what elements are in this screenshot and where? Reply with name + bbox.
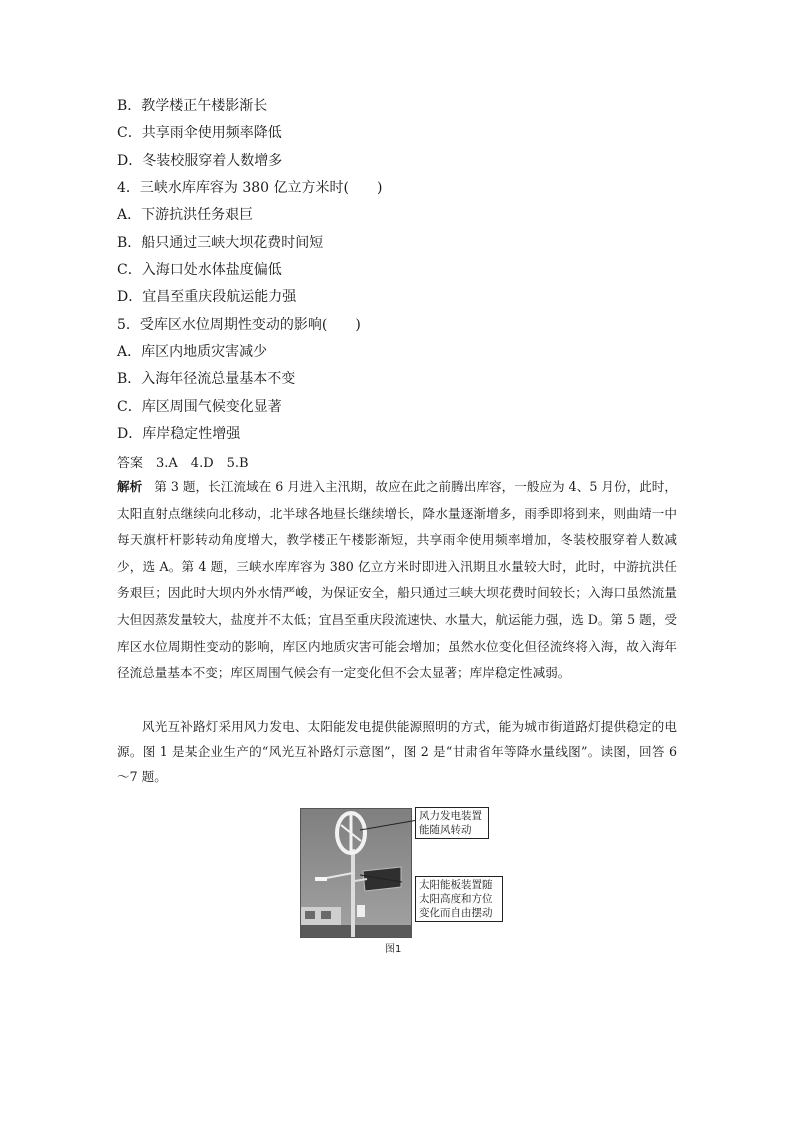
option-3d: D．冬装校服穿着人数增多	[117, 153, 283, 169]
explanation-label: 解析	[117, 479, 143, 494]
option-3b: B．教学楼正午楼影渐长	[117, 98, 268, 114]
explanation-text: 第 3 题，长江流域在 6 月进入主汛期，故应在此之前腾出库容，一般应为 4、5 月份，此时，太阳直射点继续向北移动，北半球各地昼长继续增长，降水量逐渐增多，雨季即将到来，则曲靖一中每天旗杆杆影转动角度增大，教学楼正午楼影渐短，共享雨伞使用频率增加，冬装校服穿着人数减少，选 A。第 4 题，三峡水库库容为 380 亿立方米时即进入汛期且水量较大时，此时，中游抗洪任务艰巨；因此时大坝内外水情严峻，为保证安全，船只通过三峡大坝花费时间较长；入海口虽然流量大但因蒸发量较大，盐度并不太低；宜昌至重庆段流速快、水量大，航运能力强，选 D。第 5 题，受库区水位周期性变动的影响，库区内地质灾害可能会增加；虽然水位变化但径流终将入海，故入海年径流总量基本不变；库区周围气候会有一定变化但不会太显著；库岸稳定性减弱。	[117, 479, 678, 681]
option-5a: A．库区内地质灾害减少	[117, 344, 268, 360]
option-4a: A．下游抗洪任务艰巨	[117, 207, 254, 223]
option-4b: B．船只通过三峡大坝花费时间短	[117, 235, 324, 251]
option-5d: D．库岸稳定性增强	[117, 426, 241, 442]
question-4: 4．三峡水库库容为 380 亿立方米时( )	[117, 180, 383, 196]
answer-line: 答案 3.A 4.D 5.B	[117, 456, 249, 471]
intro-paragraph: 风光互补路灯采用风力发电、太阳能发电提供能源照明的方式，能为城市街道路灯提供稳定的电源。图 1 是某企业生产的“风光互补路灯示意图”，图 2 是“甘肃省年等降水量线图”。读图，回答 6～7 题。	[117, 719, 677, 784]
option-5c: C．库区周围气候变化显著	[117, 399, 282, 415]
callout-wind-turbine: 风力发电装置能随风转动	[415, 807, 489, 839]
option-4d: D．宜昌至重庆段航运能力强	[117, 289, 297, 305]
option-5b: B．入海年径流总量基本不变	[117, 371, 296, 387]
figure-caption: 图1	[385, 944, 402, 955]
question-5: 5．受库区水位周期性变动的影响( )	[117, 317, 361, 333]
callout-solar-panel: 太阳能板装置随太阳高度和方位变化而自由摆动	[415, 876, 503, 922]
explanation	[117, 474, 677, 687]
option-3c: C．共享雨伞使用频率降低	[117, 125, 282, 141]
option-4c: C．入海口处水体盐度偏低	[117, 262, 282, 278]
